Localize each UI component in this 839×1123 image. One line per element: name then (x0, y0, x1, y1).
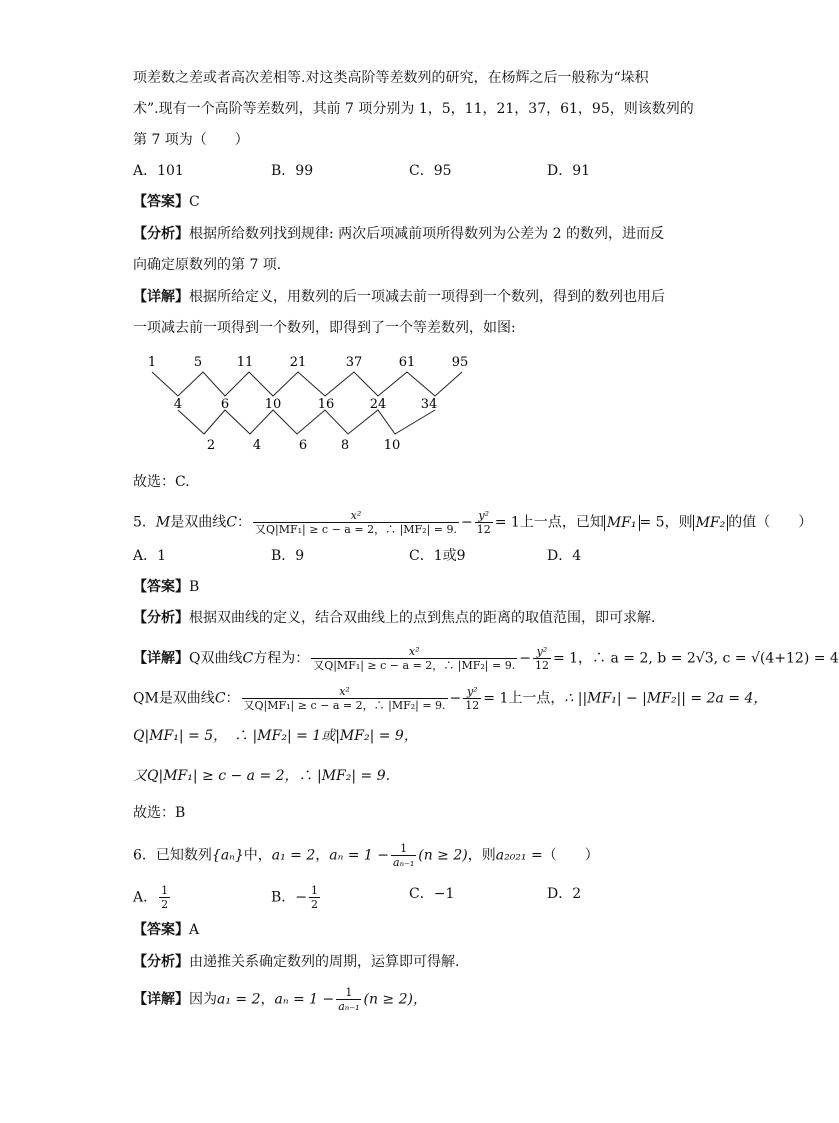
math-var: M (155, 514, 171, 531)
text: Q双曲线 (189, 650, 243, 667)
numerator: x² (253, 509, 459, 523)
analysis-text: 由递推关系确定数列的周期，运算即可得解. (189, 954, 460, 970)
numerator: 1 (336, 986, 361, 1000)
analysis-tag: 【分析】 (133, 954, 189, 970)
equation: ，∴ a = 2, b = 2√3, c = √(4+12) = 4 (578, 650, 839, 667)
diagram-value: 16 (317, 397, 335, 412)
math-expr: aₙ = 1 − (274, 991, 335, 1008)
fraction (391, 842, 416, 869)
text: ： (236, 514, 251, 531)
diagram-value: 1 (147, 355, 157, 370)
diagram-value: 37 (345, 355, 363, 370)
zigzag-lower (178, 410, 435, 434)
numerator: 1 (311, 884, 319, 897)
option-d: D．2 (547, 886, 582, 902)
fraction (253, 509, 459, 536)
fraction (475, 509, 493, 536)
detail-text: 根据所给定义，用数列的后一项减去前一项得到一个数列，得到的数列也用后 (189, 289, 665, 305)
option-b: B．9 (271, 548, 305, 564)
denominator: aₙ₋₁ (338, 1000, 360, 1013)
math-expr: a₁ = 2 (217, 991, 261, 1008)
math-var: C (242, 650, 254, 667)
option-a (133, 884, 172, 911)
fraction (533, 645, 551, 672)
math-expr: a₂₀₂₁ = (495, 847, 543, 864)
fraction (311, 645, 517, 672)
option-d: D．91 (547, 163, 591, 179)
option-b (271, 884, 322, 911)
numerator: 1 (391, 842, 416, 856)
analysis-tag: 【分析】 (133, 610, 189, 626)
math-expr: (n ≥ 2)， (363, 991, 427, 1008)
math-var: C (214, 690, 226, 707)
diagram-value: 8 (340, 438, 350, 453)
fraction (242, 685, 448, 712)
denominator: 12 (465, 699, 480, 712)
denominator: 又Q|MF₁| ≥ c − a = 2，∴ |MF₂| = 9. (313, 659, 516, 672)
detail-tag: 【详解】 (133, 650, 189, 667)
denominator: 12 (476, 523, 491, 536)
text: 是双曲线 (170, 514, 227, 531)
numerator: x² (311, 645, 517, 659)
math-expr: aₙ = 1 − (329, 847, 390, 864)
detail-tag: 【详解】 (133, 991, 189, 1008)
answer-value: C (189, 194, 200, 210)
diagram-value: 4 (252, 438, 262, 453)
text: ， (260, 991, 275, 1008)
math-var: C (226, 514, 237, 531)
text: ， (315, 847, 330, 864)
option-a: A．101 (133, 163, 184, 179)
denominator: 2 (311, 898, 319, 911)
option-c: C．95 (409, 163, 452, 179)
fraction (336, 986, 361, 1013)
diagram-value: 24 (369, 397, 387, 412)
answer-value: A (189, 922, 200, 938)
option-d: D．4 (547, 548, 582, 564)
answer-tag: 【答案】 (133, 922, 189, 938)
detail-line (133, 287, 665, 307)
option-label: A． (133, 889, 158, 906)
math-expr: {aₙ} (211, 847, 244, 864)
choose-line: 故选：B (133, 805, 186, 821)
denominator: aₙ₋₁ (393, 856, 415, 869)
fraction (309, 884, 320, 911)
answer-value: B (189, 579, 200, 595)
diagram-value: 21 (289, 355, 307, 370)
detail-line (133, 986, 427, 1013)
equation: = 1 (494, 514, 520, 531)
denominator: 12 (534, 659, 549, 672)
diagram-value: 10 (264, 397, 282, 412)
diagram-value: 95 (451, 355, 469, 370)
numerator: y² (533, 645, 551, 659)
text: 中， (243, 847, 272, 864)
detail-line: 又Q|MF₁| ≥ c − a = 2，∴ |MF₂| = 9. (133, 768, 391, 784)
zigzag-upper (152, 372, 462, 396)
analysis-line (133, 952, 459, 972)
difference-diagram (140, 352, 480, 456)
text: 上一点，已知 (519, 514, 604, 531)
question-5 (133, 509, 812, 536)
text: 方程为： (253, 650, 310, 667)
diagram-value: 34 (420, 397, 438, 412)
text-line: 术”.现有一个高阶等差数列，其前 7 项分别为 1，5，11，21，37，61，95，则该数列的 (133, 101, 694, 117)
text-line: 一项减去前一项得到一个数列，即得到了一个等差数列，如图: (133, 320, 516, 336)
text: ，则 (664, 514, 693, 531)
text: 因为 (189, 991, 217, 1008)
detail-line (133, 685, 767, 712)
detail-line: Q|MF₁| = 5， ∴ |MF₂| = 1或|MF₂| = 9， (133, 728, 418, 744)
answer-tag: 【答案】 (133, 579, 189, 595)
text: 上一点， (508, 690, 565, 707)
operator: − (449, 690, 462, 707)
option-c: C．1或9 (409, 548, 466, 564)
abs-value: MF₂ (693, 515, 729, 531)
option-c: C．−1 (409, 886, 455, 902)
diagram-value: 2 (206, 438, 216, 453)
answer-line (133, 192, 200, 212)
numerator: y² (463, 685, 481, 699)
analysis-line (133, 224, 664, 244)
fraction (463, 685, 481, 712)
text-line: 第 7 项为（ ） (133, 132, 249, 148)
numerator: y² (475, 509, 493, 523)
choose-line: 故选：C. (133, 474, 190, 490)
diagram-value: 4 (173, 397, 183, 412)
denominator: 又Q|MF₁| ≥ c − a = 2，∴ |MF₂| = 9. (243, 699, 446, 712)
analysis-text: 根据所给数列找到规律: 两次后项减前项所得数列为公差为 2 的数列，进而反 (189, 226, 664, 242)
equation: ∴ ||MF₁| − |MF₂|| = 2a = 4， (564, 690, 768, 707)
text: ，则 (467, 847, 496, 864)
denominator: 2 (161, 898, 169, 911)
math-expr: (n ≥ 2) (418, 847, 468, 864)
diagram-value: 5 (193, 355, 203, 370)
analysis-text: 根据双曲线的定义，结合双曲线上的点到焦点的距离的取值范围，即可求解. (189, 610, 656, 626)
numerator: 1 (161, 884, 169, 897)
question-number: 6．已知数列 (133, 847, 212, 864)
math-expr: a₁ = 2 (271, 847, 316, 864)
diagram-value: 6 (220, 397, 230, 412)
equation: = 5 (639, 514, 665, 531)
text-line: 项差数之差或者高次差相等.对这类高阶等差数列的研究，在杨辉之后一般称为“垛积 (133, 70, 649, 86)
option-b: B．99 (271, 163, 314, 179)
diagram-value: 11 (236, 355, 254, 370)
abs-value: MF₁ (604, 515, 640, 531)
detail-tag: 【详解】 (133, 289, 189, 305)
diagram-value: 61 (398, 355, 416, 370)
equation: = 1 (552, 650, 579, 667)
text-line: 向确定原数列的第 7 项. (133, 257, 282, 273)
text: QM是双曲线 (133, 690, 215, 707)
question-number: 5． (133, 514, 156, 531)
numerator: x² (242, 685, 448, 699)
option-a: A．1 (133, 548, 167, 564)
analysis-line (133, 608, 655, 628)
option-label: B．− (271, 889, 308, 906)
diagram-value: 10 (383, 438, 401, 453)
text: 的值（ ） (728, 514, 813, 531)
question-6 (133, 842, 599, 869)
fraction (159, 884, 170, 911)
answer-line (133, 920, 199, 940)
detail-line (133, 645, 839, 672)
equation: = 1 (483, 690, 509, 707)
answer-tag: 【答案】 (133, 194, 189, 210)
denominator: 又Q|MF₁| ≥ c − a = 2，∴ |MF₂| = 9. (254, 523, 457, 536)
text: ： (225, 690, 240, 707)
operator: − (461, 514, 473, 531)
analysis-tag: 【分析】 (133, 226, 189, 242)
operator: − (519, 650, 531, 667)
text: （ ） (542, 847, 599, 864)
diagram-value: 6 (298, 438, 308, 453)
answer-line (133, 577, 199, 597)
